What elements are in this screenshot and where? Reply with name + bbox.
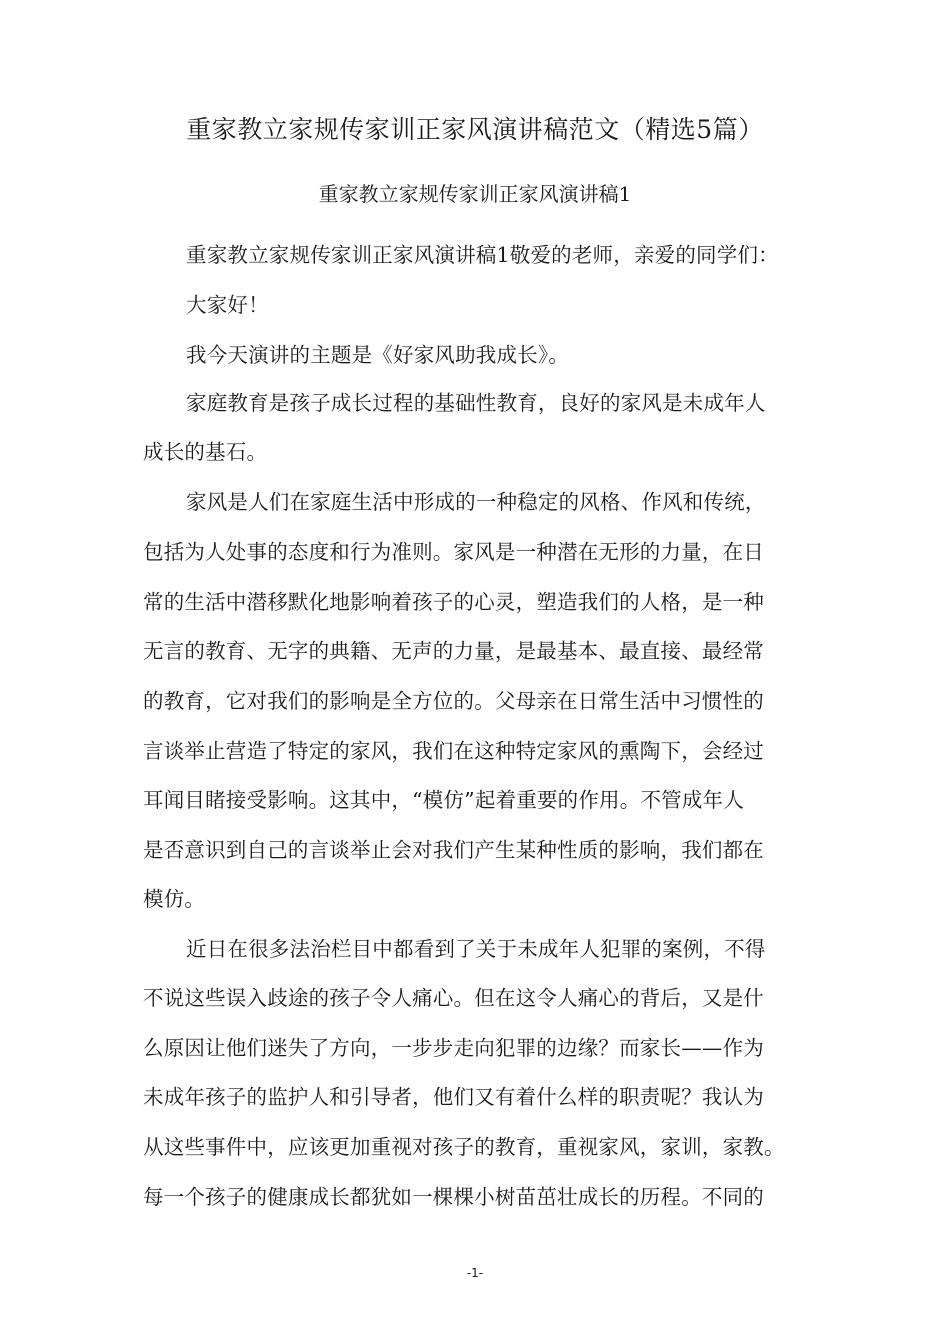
text-line: 无言的教育、无字的典籍、无声的力量，是最基本、最直接、最经常 (143, 639, 764, 663)
text-line: 不说这些误入歧途的孩子令人痛心。但在这令人痛心的背后，又是什 (143, 986, 764, 1010)
section-heading: 重家教立家规传家训正家风演讲稿1 (318, 182, 632, 206)
text-line: 未成年孩子的监护人和引导者，他们又有着什么样的职责呢？我认为 (143, 1085, 764, 1109)
text-line: 常的生活中潜移默化地影响着孩子的心灵，塑造我们的人格，是一种 (143, 590, 764, 614)
text-line: 每一个孩子的健康成长都犹如一棵棵小树苗茁壮成长的历程。不同的 (143, 1185, 764, 1209)
text-line: 大家好！ (186, 293, 269, 317)
text-line: 近日在很多法治栏目中都看到了关于未成年人犯罪的案例，不得 (186, 937, 766, 961)
text-line: 家庭教育是孩子成长过程的基础性教育，良好的家风是未成年人 (186, 391, 766, 415)
text-line: 么原因让他们迷失了方向，一步步走向犯罪的边缘？而家长——作为 (143, 1036, 764, 1060)
text-line: 是否意识到自己的言谈举止会对我们产生某种性质的影响，我们都在 (143, 838, 764, 862)
document-title: 重家教立家规传家训正家风演讲稿范文（精选5篇） (186, 115, 764, 144)
text-line: 言谈举止营造了特定的家风，我们在这种特定家风的熏陶下，会经过 (143, 739, 764, 763)
text-line: 从这些事件中，应该更加重视对孩子的教育，重视家风，家训，家教。 (143, 1135, 785, 1159)
text-line: 成长的基石。 (143, 440, 268, 464)
text-line: 我今天演讲的主题是《好家风助我成长》。 (186, 343, 570, 367)
text-line: 家风是人们在家庭生活中形成的一种稳定的风格、作风和传统， (186, 490, 766, 514)
text-line: 包括为人处事的态度和行为准则。家风是一种潜在无形的力量，在日 (143, 540, 764, 564)
text-line: 模仿。 (143, 887, 206, 911)
page-number: -1- (466, 1266, 484, 1280)
text-line: 耳闻目睹接受影响。这其中，“模仿”起着重要的作用。不管成年人 (143, 788, 744, 812)
text-line: 的教育，它对我们的影响是全方位的。父母亲在日常生活中习惯性的 (143, 689, 764, 713)
text-line: 重家教立家规传家训正家风演讲稿1敬爱的老师，亲爱的同学们： (186, 243, 779, 267)
